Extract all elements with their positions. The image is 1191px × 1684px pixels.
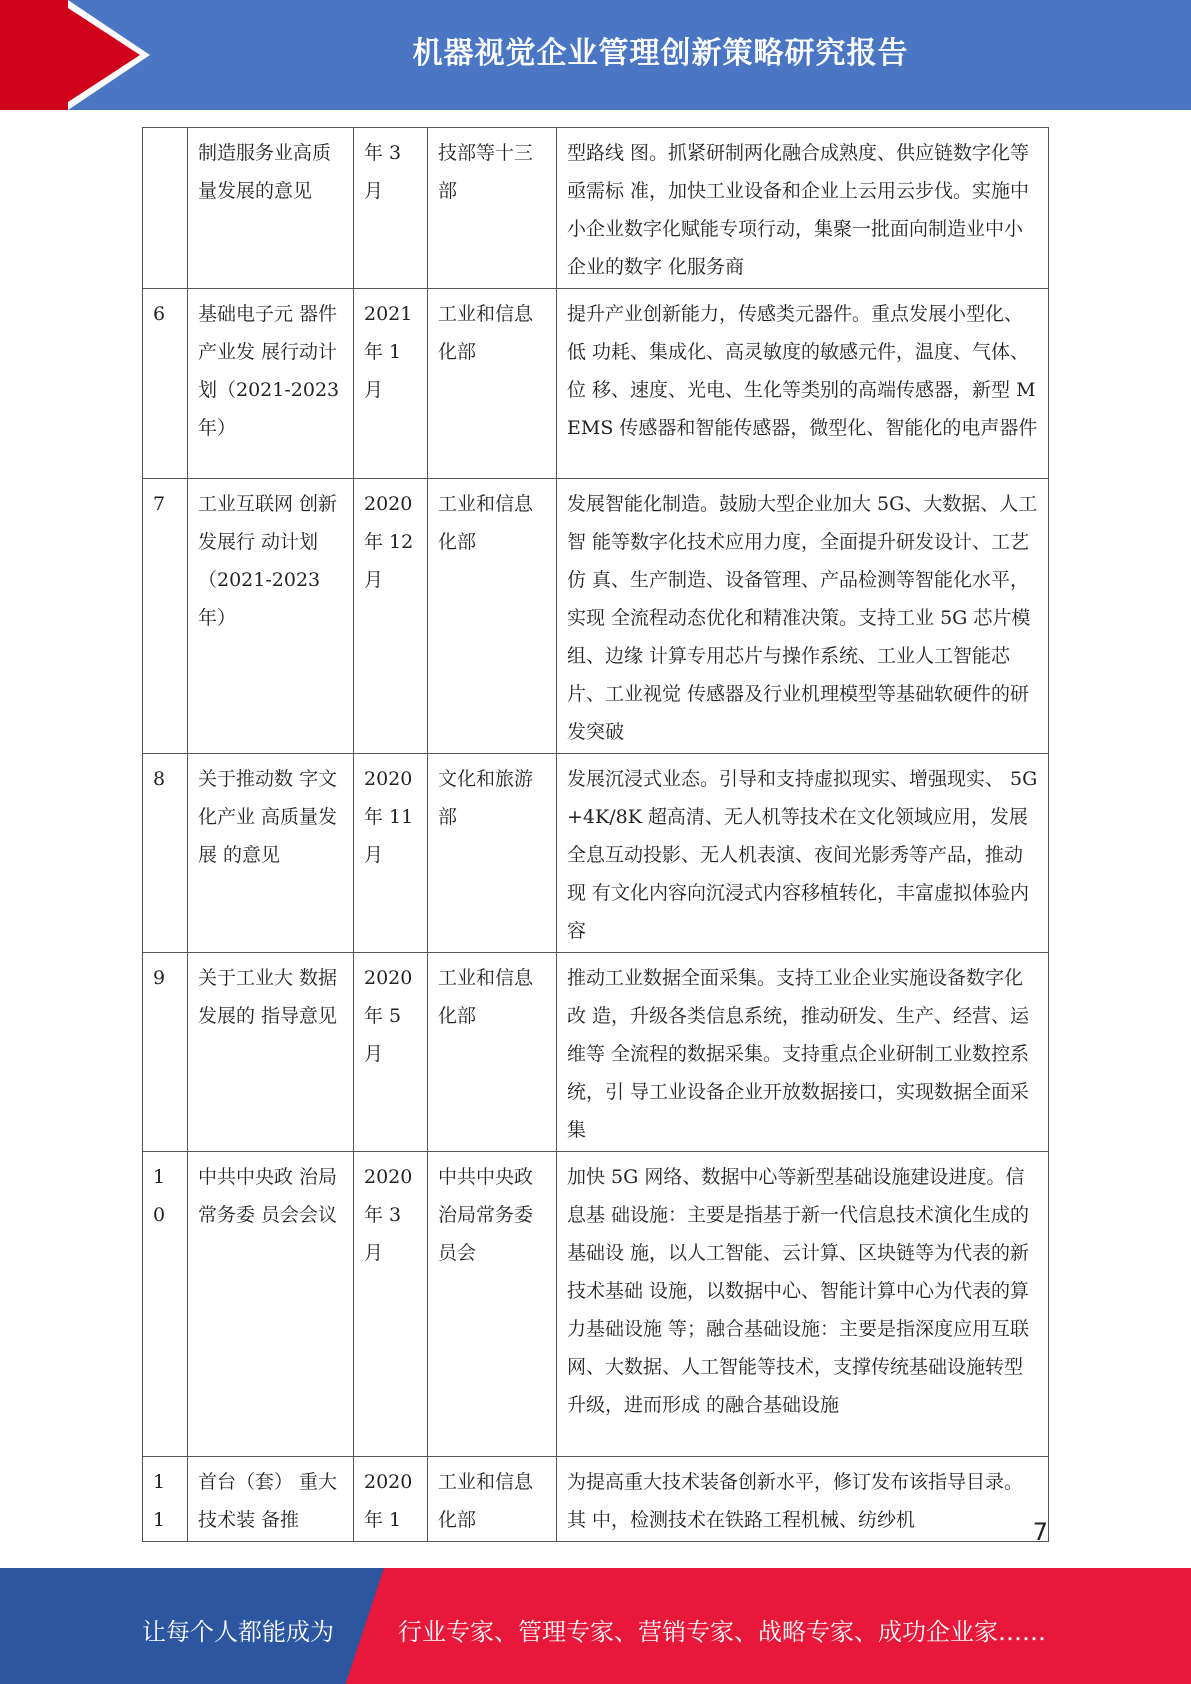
- table-row: [143, 289, 1049, 479]
- policy-date: 2020 年 12 月: [354, 479, 428, 754]
- policy-department: 中共中央政治局常务委员会: [428, 1152, 557, 1457]
- table-row: [143, 953, 1049, 1152]
- policy-date: 年 3 月: [354, 128, 428, 289]
- policy-name: 首台（套） 重大技术装 备推: [188, 1457, 354, 1542]
- policy-date: 2021 年 1 月: [354, 289, 428, 479]
- table-row: [143, 1457, 1049, 1542]
- policy-content: 型路线 图。抓紧研制两化融合成熟度、供应链数字化等亟需标 准，加快工业设备和企业上云用云步伐。实施中小企业数字化赋能专项行动，集聚一批面向制造业中小企业的数字 化服务商: [557, 128, 1049, 289]
- header-banner: [0, 0, 1191, 110]
- policy-name: 工业互联网 创新发展行 动计划（2021-2023 年）: [188, 479, 354, 754]
- policy-department: 技部等十三部: [428, 128, 557, 289]
- row-number: 6: [143, 289, 188, 479]
- table-row: [143, 1152, 1049, 1457]
- policy-content: 推动工业数据全面采集。支持工业企业实施设备数字化改 造，升级各类信息系统，推动研发、生产、经营、运维等 全流程的数据采集。支持重点企业研制工业数控系统，引 导工业设备企业开放数据接口，实现数据全面采集: [557, 953, 1049, 1152]
- page-number: 7: [1032, 1518, 1048, 1546]
- policy-name: 中共中央政 治局常务委 员会会议: [188, 1152, 354, 1457]
- policy-department: 工业和信息化部: [428, 289, 557, 479]
- table-row: [143, 754, 1049, 953]
- row-number: 8: [143, 754, 188, 953]
- footer-banner: [0, 1568, 1191, 1684]
- policy-date: 2020 年 5 月: [354, 953, 428, 1152]
- policy-content: 加快 5G 网络、数据中心等新型基础设施建设进度。信息基 础设施：主要是指基于新一代信息技术演化生成的基础设 施，以人工智能、云计算、区块链等为代表的新技术基础 设施，以数据中心、智能计算中心为代表的算力基础设施 等；融合基础设施：主要是指深度应用互联网、大数据、人工智能等技术，支撑传统基础设施转型升级，进而形成 的融合基础设施: [557, 1152, 1049, 1457]
- row-number: 7: [143, 479, 188, 754]
- policy-department: 工业和信息化部: [428, 479, 557, 754]
- report-title: 机器视觉企业管理创新策略研究报告: [412, 36, 909, 71]
- policy-department: 工业和信息化部: [428, 953, 557, 1152]
- header-arrow-icon: [68, 8, 140, 102]
- policy-table: [142, 127, 1049, 1542]
- footer-slogan-left: 让每个人都能成为: [142, 1618, 334, 1646]
- policy-date: 2020 年 1: [354, 1457, 428, 1542]
- row-number: 10: [143, 1152, 188, 1457]
- table-row: [143, 479, 1049, 754]
- row-number: [143, 128, 188, 289]
- policy-name: 关于工业大 数据发展的 指导意见: [188, 953, 354, 1152]
- table-row: [143, 128, 1049, 289]
- policy-content: 为提高重大技术装备创新水平，修订发布该指导目录。其 中，检测技术在铁路工程机械、纺纱机: [557, 1457, 1049, 1542]
- policy-name: 基础电子元 器件产业发 展行动计划（2021-2023 年）: [188, 289, 354, 479]
- policy-department: 文化和旅游部: [428, 754, 557, 953]
- header-red-block: [0, 0, 68, 110]
- policy-date: 2020 年 3 月: [354, 1152, 428, 1457]
- row-number: 11: [143, 1457, 188, 1542]
- policy-department: 工业和信息化部: [428, 1457, 557, 1542]
- policy-date: 2020 年 11 月: [354, 754, 428, 953]
- policy-content: 提升产业创新能力，传感类元器件。重点发展小型化、低 功耗、集成化、高灵敏度的敏感元件，温度、气体、位 移、速度、光电、生化等类别的高端传感器，新型 MEMS 传感器和智能传感器，微型化、智能化的电声器件: [557, 289, 1049, 479]
- row-number: 9: [143, 953, 188, 1152]
- policy-name: 关于推动数 字文化产业 高质量发展 的意见: [188, 754, 354, 953]
- policy-content: 发展智能化制造。鼓励大型企业加大 5G、大数据、人工智 能等数字化技术应用力度，全面提升研发设计、工艺仿 真、生产制造、设备管理、产品检测等智能化水平，实现 全流程动态优化和精准决策。支持工业 5G 芯片模组、边缘 计算专用芯片与操作系统、工业人工智能芯片、工业视觉 传感器及行业机理模型等基础软硬件的研发突破: [557, 479, 1049, 754]
- policy-name: 制造服务业高质量发展的意见: [188, 128, 354, 289]
- footer-slogan-right: 行业专家、管理专家、营销专家、战略专家、成功企业家……: [398, 1618, 1046, 1646]
- policy-content: 发展沉浸式业态。引导和支持虚拟现实、增强现实、 5G+4K/8K 超高清、无人机等技术在文化领域应用，发展 全息互动投影、无人机表演、夜间光影秀等产品，推动现 有文化内容向沉浸式内容移植转化，丰富虚拟体验内容: [557, 754, 1049, 953]
